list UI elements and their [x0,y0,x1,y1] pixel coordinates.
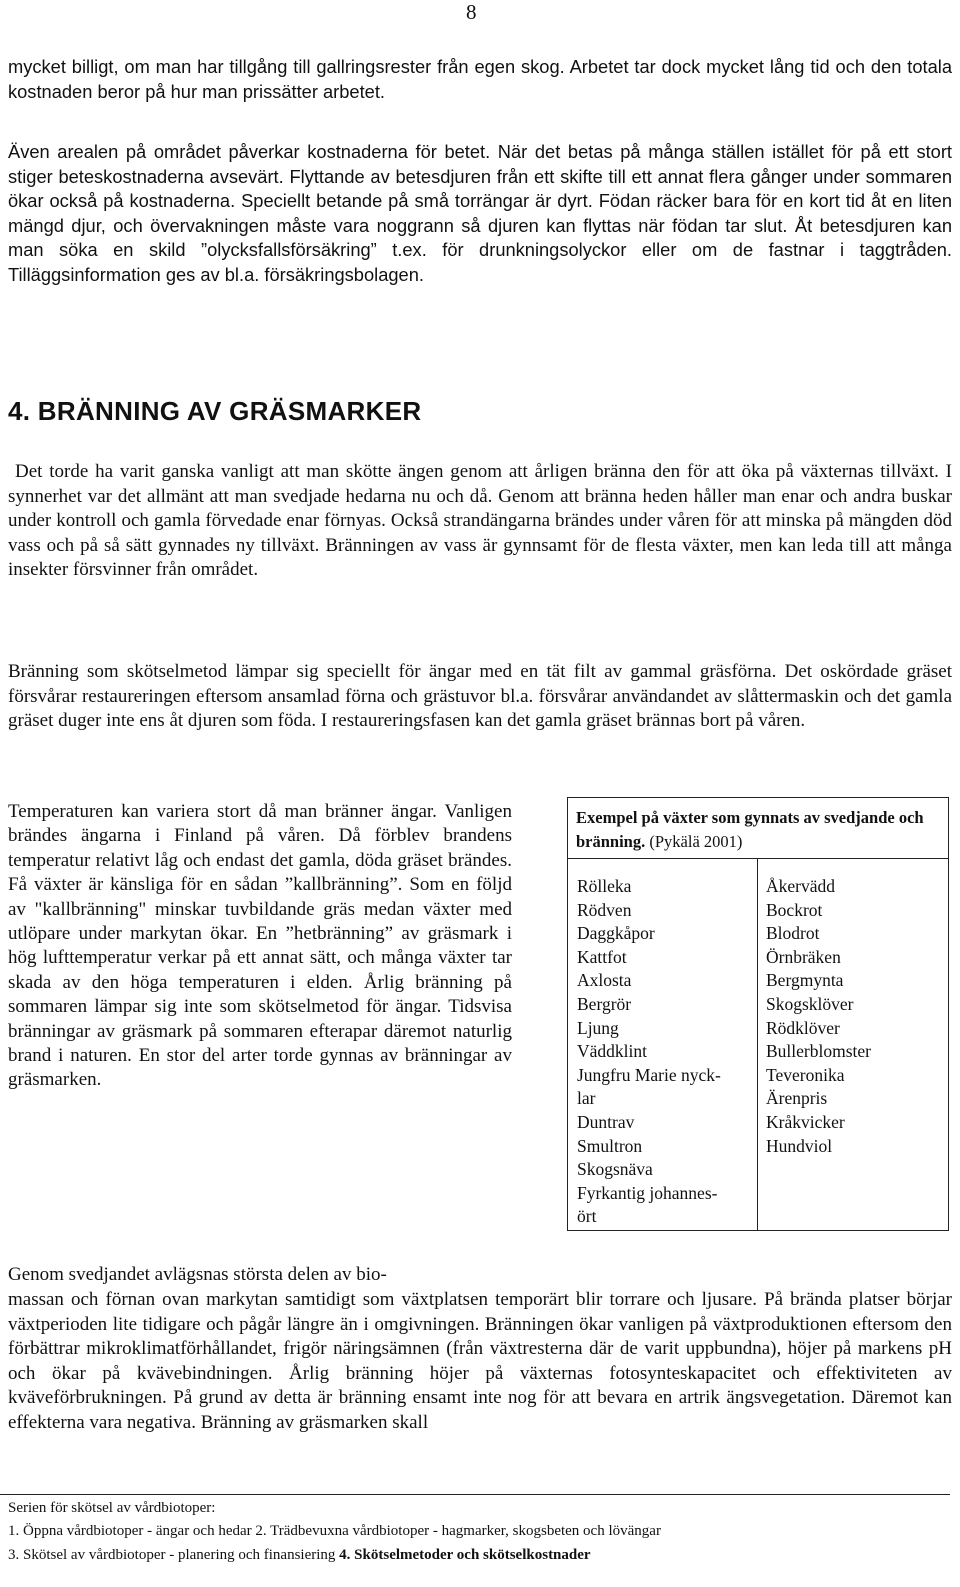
burning-history-paragraph: Det torde ha varit ganska vanligt att man skötte ängen genom att årligen bränna den för att öka på växternas tillväxt. I synnerhet var det allmänt att man svedjade hedarna nu och då. Genom att bränna heden håller man enar och andra buskar under kontroll och gamla förvedade enar förnyas. Också strandängarna brändes under våren för att minska på mängden död vass och på så sätt gynnades ny tillväxt. Bränningen av vass är gynnsamt för de flesta växter, men kan leda till att många insekter försvinner från området. [8,461,952,580]
plant-box-reference: (Pykälä 2001) [649,832,743,851]
footer-series-label: Serien för skötsel av vårdbiotoper: [8,1500,216,1516]
footer-series-line-1: 1. Öppna vårdbiotoper - ängar och hedar 2. Trädbevuxna vårdbiotoper - hagmarker, skogsbeten och lövängar [8,1523,661,1539]
page-number: 8 [466,0,477,24]
plant-box-column-divider [757,858,758,1231]
plant-item: Skogsklöver [766,993,854,1014]
bottom-paragraph: massan och förnan ovan markytan samtidigt som växtplatsen temporärt blir torrare och ljusare. På brända platser börjar växtperioden lite tidigare och pågår längre än i omgivningen. Bränningen ökar vanligen på växtproduktionen eftersom den förbättrar mikroklimatförhållandet, frigör näringsämnen (från växtresterna där de varit uppbundna), höjer på markens pH och ökar på kvävebindningen. Årlig bränning höjer på växternas fotosynteskapacitet och effektiviteten av kväveförbrukningen. På grund av detta är bränning ensamt inte nog för att bevara en artrik ängsvegetation. Däremot kan effekterna vara negativa. Bränning av gräsmarken skall [8,1289,952,1433]
plant-item: Bergrör [577,993,632,1014]
plant-item: Kattfot [577,946,627,967]
plant-item: Örnbräken [766,946,841,967]
area-cost-paragraph: Även arealen på området påverkar kostnaderna för betet. När det betas på många ställen istället för på ett stort stiger beteskostnaderna avsevärt. Flyttande av betesdjuren från ett skifte till ett annat flera gånger under sommaren ökar också på kostnaderna. Speciellt betande på små torrängar är dyrt. Födan räcker bara för en kort tid åt en liten mängd djur, och övervakningen måste vara noggrann så djuren kan flyttas när födan tar slut. Åt betesdjuren kan man söka en skild ”olycksfallsförsäkring” t.ex. för drunkningsolyckor eller om de fastnar i taggtråden. Tilläggsinformation ges av bl.a. försäkringsbolagen. [8,141,952,285]
plant-item: Ärenpris [766,1088,828,1109]
intro-paragraph: mycket billigt, om man har tillgång till gallringsrester från egen skog. Arbetet tar dock mycket lång tid och den totala kostnaden beror på hur man prissätter arbetet. [8,56,952,102]
plant-list-right [766,875,946,1158]
plant-item: Bullerblomster [766,1041,871,1062]
plant-item: Fyrkantig johannes- [577,1182,718,1203]
footer-divider [0,1494,950,1495]
plant-item: ört [577,1206,597,1227]
bottom-paragraph-first-line: Genom svedjandet avlägsnas största delen av bio- [8,1264,387,1285]
plant-item: Bockrot [766,899,823,920]
plant-item: Åkervädd [766,876,836,896]
plant-item: Axlosta [577,970,632,991]
plant-item: Väddklint [577,1041,647,1062]
footer-series-line-2 [8,1545,591,1565]
footer-series-item-4-current: 4. Skötselmetoder och skötselkostnader [339,1547,591,1563]
plant-item: Rödklöver [766,1017,840,1038]
plant-item: Daggkåpor [577,923,655,944]
plant-item: Hundviol [766,1135,833,1156]
plant-item: Teveronika [766,1064,845,1085]
plant-item: lar [577,1088,596,1109]
plant-box-title-bold: Exempel på växter som gynnats av svedjande och bränning. [576,808,924,851]
plant-item: Blodrot [766,923,820,944]
plant-item: Bergmynta [766,970,844,991]
plant-item: Rölleka [577,876,632,896]
plant-box-title [576,806,941,854]
plant-item: Ljung [577,1017,619,1038]
plant-item: Rödven [577,899,632,920]
plant-item: Kråkvicker [766,1111,845,1132]
footer-series-item-3: 3. Skötsel av vårdbiotoper - planering och finansiering [8,1547,336,1563]
plant-list-left [577,875,753,1229]
plant-item: Skogsnäva [577,1159,653,1180]
section-heading: 4. BRÄNNING AV GRÄSMARKER [8,396,422,426]
temperature-paragraph: Temperaturen kan variera stort då man bränner ängar. Vanligen brändes ängarna i Finland på våren. Då förblev brandens temperatur relativt låg och endast det gamla, döda gräset brändes. Få växter är känsliga för en sådan ”kallbränning”. Som en följd av "kallbränning" minskar tuvbildande gräs medan växter med utlöpare under markytan ökar. En ”hetbränning” av gräsmark i hög lufttemperatur verkar på ett annat sätt, och många växter tar skada av den höga temperaturen i elden. Årlig bränning på sommaren lämpar sig inte som skötselmetod för ängar. Tidsvisa bränningar av gräsmark på sommaren efterapar däremot naturlig brand i naturen. En stor del arter torde gynnas av bränningar av gräsmarken. [8,801,512,1091]
plant-item: Duntrav [577,1111,635,1132]
plant-item: Smultron [577,1135,643,1156]
plant-box-divider [567,858,949,859]
burning-method-paragraph: Bränning som skötselmetod lämpar sig speciellt för ängar med en tät filt av gammal gräsförna. Det oskördade gräset försvårar restaureringen eftersom ansamlad förna och grästuvor bl.a. försvårar användandet av slåttermaskin och det gamla gräset duger inte ens åt djuren som föda. I restaureringsfasen kan det gamla gräset brännas bort på våren. [8,661,952,731]
plant-item: Jungfru Marie nyck- [577,1064,721,1085]
